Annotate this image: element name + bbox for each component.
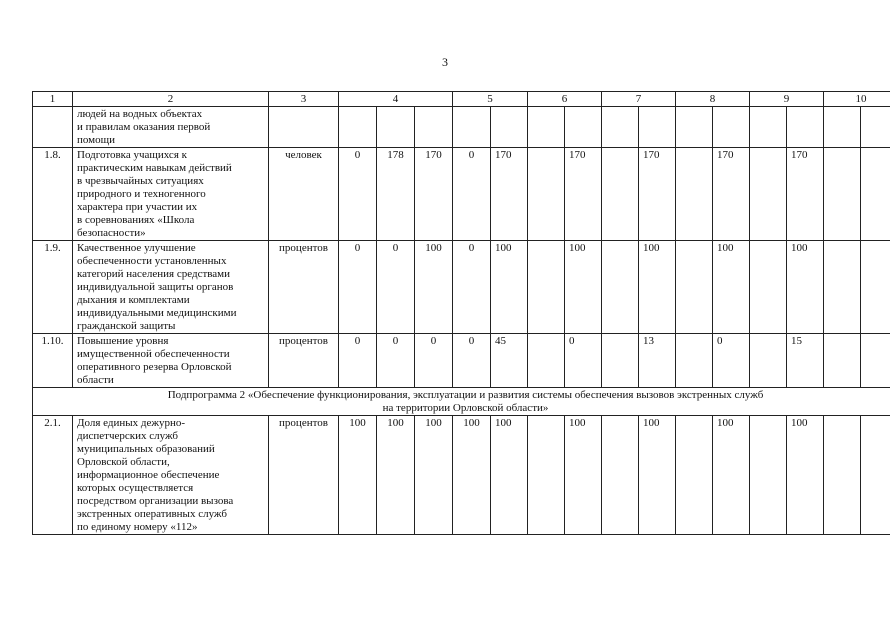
value-cell xyxy=(676,107,713,148)
value-cell xyxy=(602,107,639,148)
header-cell: 10 xyxy=(824,92,890,107)
table-row xyxy=(33,416,890,535)
value-cell xyxy=(676,334,713,388)
value-cell xyxy=(676,241,713,334)
value-cell: 0 xyxy=(565,334,602,388)
header-cell: 2 xyxy=(73,92,269,107)
row-number: 2.1. xyxy=(33,416,73,535)
indicator-name-line: имущественной обеспеченности xyxy=(77,348,230,360)
value-cell: 100 xyxy=(565,416,602,535)
header-row xyxy=(33,92,890,107)
value-cell xyxy=(528,416,565,535)
indicator-name-line: Доля единых дежурно- xyxy=(77,417,186,429)
value-cell xyxy=(824,148,861,241)
indicator-name-line: дыхания и комплектами xyxy=(77,294,190,306)
table-row xyxy=(33,334,890,388)
indicator-name-line: характера при участии их xyxy=(77,201,198,213)
row-number: 1.8. xyxy=(33,148,73,241)
page-number: 3 xyxy=(442,55,448,69)
value-cell: 0 xyxy=(377,334,415,388)
value-cell xyxy=(676,148,713,241)
value-cell xyxy=(824,107,861,148)
value-cell xyxy=(750,107,787,148)
value-cell xyxy=(602,334,639,388)
value-cell: 0 xyxy=(339,241,377,334)
indicators-table xyxy=(32,91,890,535)
header-cell: 4 xyxy=(339,92,453,107)
indicator-name-line: муниципальных образований xyxy=(77,443,215,455)
indicator-name-line: безопасности» xyxy=(77,227,146,239)
indicator-name-line: Качественное улучшение xyxy=(77,242,196,254)
indicator-name-line: посредством организации вызова xyxy=(77,495,234,507)
value-cell: 100 xyxy=(639,241,676,334)
indicator-name-line: людей на водных объектах xyxy=(77,108,203,120)
indicator-name-line: в чрезвычайных ситуациях xyxy=(77,175,204,187)
value-cell xyxy=(491,107,528,148)
indicator-name xyxy=(73,148,269,241)
value-cell: 170 xyxy=(415,148,453,241)
subprogram-title-line: на территории Орловской области» xyxy=(382,402,549,414)
value-cell xyxy=(528,241,565,334)
header-cell: 6 xyxy=(528,92,602,107)
value-cell: 100 xyxy=(787,241,824,334)
table-row xyxy=(33,107,890,148)
indicator-name xyxy=(73,107,269,148)
indicator-name xyxy=(73,334,269,388)
value-cell xyxy=(676,416,713,535)
value-cell: 0 xyxy=(377,241,415,334)
indicator-name-line: практическим навыкам действий xyxy=(77,162,232,174)
value-cell: 0 xyxy=(453,241,491,334)
indicator-name-line: обеспеченности установленных xyxy=(77,255,227,267)
indicator-name-line: информационное обеспечение xyxy=(77,469,220,481)
value-cell xyxy=(824,334,861,388)
indicator-name-line: индивидуальной защиты органов xyxy=(77,281,234,293)
header-cell: 3 xyxy=(269,92,339,107)
value-cell: 100 xyxy=(415,241,453,334)
value-cell xyxy=(565,107,602,148)
value-cell: 0 xyxy=(713,334,750,388)
unit-cell: процентов xyxy=(269,241,339,334)
value-cell: 100 xyxy=(491,416,528,535)
indicator-name-line: гражданской защиты xyxy=(77,320,176,332)
value-cell xyxy=(639,107,676,148)
header-cell: 1 xyxy=(33,92,73,107)
unit-cell: процентов xyxy=(269,334,339,388)
value-cell: 100 xyxy=(339,416,377,535)
value-cell xyxy=(824,241,861,334)
value-cell xyxy=(787,107,824,148)
indicator-name-line: помощи xyxy=(77,134,115,146)
indicator-name-line: Орловской области, xyxy=(77,456,170,468)
value-cell xyxy=(750,241,787,334)
value-cell xyxy=(528,334,565,388)
indicator-name-line: категорий населения средствами xyxy=(77,268,231,280)
value-cell xyxy=(339,107,377,148)
row-number: 1.9. xyxy=(33,241,73,334)
value-cell xyxy=(528,107,565,148)
value-cell: 13 xyxy=(639,334,676,388)
indicator-name-line: по единому номеру «112» xyxy=(77,521,198,533)
value-cell: 170 xyxy=(565,148,602,241)
value-cell: 170 xyxy=(639,148,676,241)
value-cell xyxy=(602,241,639,334)
row-number: 1.10. xyxy=(33,334,73,388)
value-cell xyxy=(415,107,453,148)
value-cell xyxy=(861,416,890,535)
header-cell: 5 xyxy=(453,92,528,107)
value-cell xyxy=(861,334,890,388)
header-cell: 8 xyxy=(676,92,750,107)
value-cell: 170 xyxy=(787,148,824,241)
value-cell xyxy=(861,241,890,334)
unit-cell: процентов xyxy=(269,416,339,535)
indicator-name-line: индивидуальными медицинскими xyxy=(77,307,237,319)
value-cell xyxy=(824,416,861,535)
row-number xyxy=(33,107,73,148)
value-cell: 170 xyxy=(491,148,528,241)
indicator-name-line: области xyxy=(77,374,114,386)
value-cell: 178 xyxy=(377,148,415,241)
value-cell xyxy=(602,416,639,535)
value-cell xyxy=(750,416,787,535)
value-cell xyxy=(861,107,890,148)
indicator-name xyxy=(73,241,269,334)
value-cell: 100 xyxy=(713,416,750,535)
value-cell xyxy=(602,148,639,241)
unit-cell: человек xyxy=(269,148,339,241)
value-cell xyxy=(750,148,787,241)
indicator-name xyxy=(73,416,269,535)
table-row xyxy=(33,241,890,334)
indicator-name-line: диспетчерских служб xyxy=(77,430,178,442)
indicator-name-line: оперативного резерва Орловской xyxy=(77,361,232,373)
value-cell: 15 xyxy=(787,334,824,388)
subprogram-row xyxy=(33,388,890,416)
value-cell: 0 xyxy=(453,148,491,241)
indicator-name-line: в соревнованиях «Школа xyxy=(77,214,195,226)
value-cell xyxy=(861,148,890,241)
value-cell xyxy=(377,107,415,148)
value-cell: 100 xyxy=(713,241,750,334)
indicator-name-line: Подготовка учащихся к xyxy=(77,149,187,161)
value-cell: 100 xyxy=(453,416,491,535)
value-cell: 100 xyxy=(787,416,824,535)
value-cell: 100 xyxy=(415,416,453,535)
value-cell xyxy=(750,334,787,388)
indicator-name-line: которых осуществляется xyxy=(77,482,194,494)
value-cell: 0 xyxy=(415,334,453,388)
value-cell xyxy=(713,107,750,148)
indicator-name-line: экстренных оперативных служб xyxy=(77,508,227,520)
header-cell: 9 xyxy=(750,92,824,107)
value-cell: 0 xyxy=(453,334,491,388)
value-cell: 100 xyxy=(565,241,602,334)
header-cell: 7 xyxy=(602,92,676,107)
value-cell: 0 xyxy=(339,148,377,241)
unit-cell xyxy=(269,107,339,148)
value-cell xyxy=(528,148,565,241)
value-cell xyxy=(453,107,491,148)
indicator-name-line: природного и техногенного xyxy=(77,188,206,200)
value-cell: 45 xyxy=(491,334,528,388)
value-cell: 170 xyxy=(713,148,750,241)
indicator-name-line: и правилам оказания первой xyxy=(77,121,211,133)
subprogram-title xyxy=(33,388,890,416)
subprogram-title-line: Подпрограмма 2 «Обеспечение функционирования, эксплуатации и развития системы обеспечения вызовов экстренных служб xyxy=(167,389,764,401)
value-cell: 100 xyxy=(377,416,415,535)
value-cell: 0 xyxy=(339,334,377,388)
table-row xyxy=(33,148,890,241)
indicator-name-line: Повышение уровня xyxy=(77,335,169,347)
value-cell: 100 xyxy=(491,241,528,334)
value-cell: 100 xyxy=(639,416,676,535)
